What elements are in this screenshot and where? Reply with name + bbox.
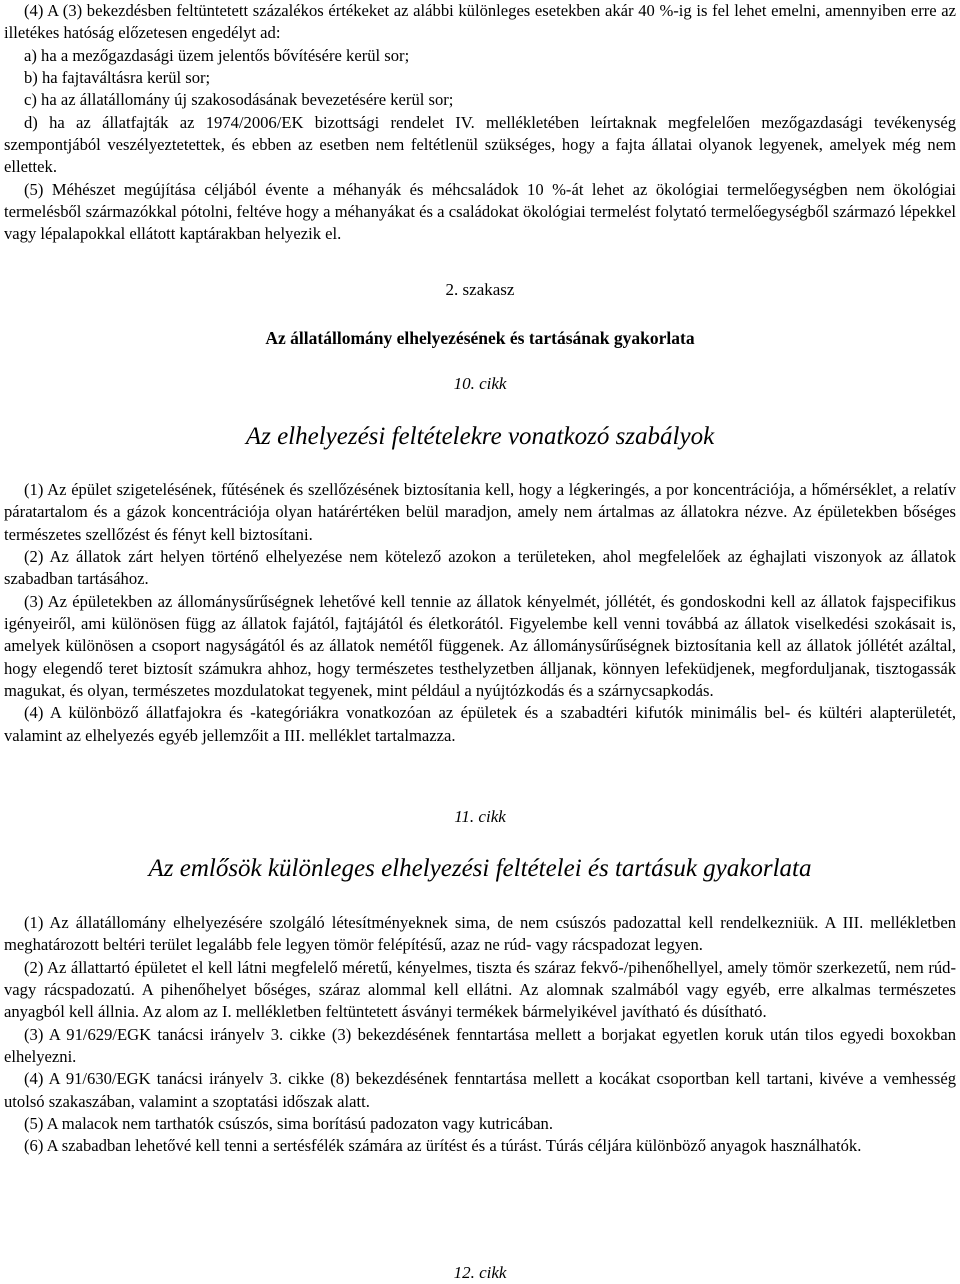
cikk11-heading <box>0 806 960 828</box>
paragraph-5: (5) Méhészet megújítása céljából évente a méhanyák és méhcsaládok 10 %-át lehet az ökológiai termelőegységben nem ökológiai termelésből származókkal pótolni, feltéve hogy a méhanyákat és a családokat ökológiai termelést folytató termelőegységből származó lépekkel vagy lépalapokkal ellátott kaptárakban helyezik el. <box>4 179 956 244</box>
cikk11-paragraph-3: (3) A 91/629/EGK tanácsi irányelv 3. cikke (3) bekezdésének fenntartása mellett a borjakat egyetlen koruk után tilos egyedi boxokban elhelyezni. <box>4 1024 956 1067</box>
list-item-c: c) ha az állatállomány új szakosodásának bevezetésére kerül sor; <box>24 90 454 110</box>
list-item-a: a) ha a mezőgazdasági üzem jelentős bővítésére kerül sor; <box>24 45 410 65</box>
cikk10-title-wrap <box>0 422 960 452</box>
cikk10-paragraph-1: (1) Az épület szigetelésének, fűtésének és szellőzésének biztosítania kell, hogy a légkeringés, a por koncentrációja, a hőmérséklet, a relatív páratartalom és a gázok koncentrációja olyan határértéken belül maradjon, amely nem ártalmas az állatokra nézve. Az épületekben bőséges természetes szellőzést és fényt kell biztosítani. <box>4 480 956 544</box>
cikk11-body <box>4 912 956 1158</box>
cikk11-title-wrap <box>0 854 960 884</box>
cikk11-paragraph-6: (6) A szabadban lehetővé kell tenni a sertésfélék számára az ürítést és a túrást. Túrás céljára különböző anyagok használhatók. <box>24 1136 862 1156</box>
cikk11-title: Az emlősök különleges elhelyezési feltételei és tartásuk gyakorlata <box>148 855 812 882</box>
cikk11-paragraph-5: (5) A malacok nem tarthatók csúszós, sima borítású padozaton vagy kutricában. <box>24 1114 554 1134</box>
cikk10-body <box>4 479 956 747</box>
list-item-d: d) ha az állatfajták az 1974/2006/EK bizottsági rendelet IV. mellékletében leírtaknak megfelelően mezőgazdasági tevékenység szempontjából veszélyeztetettek, és ebben az esetben nem feltétlenül szükséges, hogy a fajta állatai olyanok legyenek, amelyek még nem ellettek. <box>4 112 956 177</box>
cikk12-heading <box>0 1262 960 1284</box>
section-number: 2. szakasz <box>445 280 515 299</box>
section-heading <box>0 279 960 301</box>
list-item-b: b) ha fajtaváltásra kerül sor; <box>24 68 211 88</box>
paragraph-4: (4) A (3) bekezdésben feltüntetett százalékos értékeket az alábbi különleges esetekben akár 40 %-ig is fel lehet emelni, amennyiben erre az illetékes hatóság előzetesen engedélyt ad: <box>4 1 956 43</box>
cikk11-number: 11. cikk <box>454 807 506 826</box>
cikk11-paragraph-4: (4) A 91/630/EGK tanácsi irányelv 3. cikke (8) bekezdésének fenntartása mellett a kocákat csoportban kell tartani, kivéve a vemhesség utolsó szakaszában, valamint a szoptatási időszak alatt. <box>4 1069 956 1111</box>
cikk10-paragraph-3: (3) Az épületekben az állománysűrűségnek lehetővé kell tennie az állatok kényelmét, jóllétét, és gondoskodni kell az állatok fajspecifikus igényeiről, ami különösen függ az állatok fajától, fajtájától és életkorától. Figyelembe kell venni továbbá az állatok viselkedési szokásait is, amelyek különösen a csoport nagyságától és az állatok nemétől függenek. Az állománysűrűségnek biztosítania kell az állatok jóllétét azáltal, hogy elegendő teret biztosít számukra ahhoz, hogy természetes testhelyzetben álljanak, könnyen lefeküdjenek, megforduljanak, tisztogassák magukat, és olyan, természetes mozdulatokat tegyenek, mint például a nyújtózkodás és a szárnycsapkodás. <box>4 591 956 701</box>
cikk10-heading <box>0 373 960 395</box>
cikk11-paragraph-1: (1) Az állatállomány elhelyezésére szolgáló létesítményeknek sima, de nem csúszós padozattal kell rendelkezniük. A III. mellékletben meghatározott beltéri terület legalább fele legyen tömör felépítésű, azaz ne rúd- vagy rácspadozat legyen. <box>4 913 956 955</box>
cikk10-number: 10. cikk <box>453 374 507 393</box>
top-paragraphs <box>4 0 956 246</box>
section-title: Az állatállomány elhelyezésének és tartásának gyakorlata <box>265 328 695 348</box>
cikk10-paragraph-2: (2) Az állatok zárt helyen történő elhelyezése nem kötelező azokon a területeken, ahol megfelelőek az éghajlati viszonyok az állatok szabadban tartásához. <box>4 547 956 589</box>
cikk11-paragraph-2: (2) Az állattartó épületet el kell látni megfelelő méretű, kényelmes, tiszta és száraz fekvő-/pihenőhellyel, amely tömör szerkezetű, nem rúd- vagy rácspadozatú. A pihenőhelyet bőséges, száraz alommal kell ellátni. Az alomnak szalmából vagy egyéb, erre alkalmas természetes anyagból kell állnia. Az alom az I. mellékletben feltüntetett ásványi termékek bármelyikével javítható és dúsítható. <box>4 957 956 1022</box>
cikk10-paragraph-4: (4) A különböző állatfajokra és -kategóriákra vonatkozóan az épületek és a szabadtéri kifutók minimális bel- és kültéri alapterületét, valamint az elhelyezés egyéb jellemzőit a III. melléklet tartalmazza. <box>4 703 956 745</box>
section-title-wrap <box>0 327 960 349</box>
cikk12-number: 12. cikk <box>453 1263 507 1282</box>
cikk10-title: Az elhelyezési feltételekre vonatkozó szabályok <box>245 423 715 450</box>
